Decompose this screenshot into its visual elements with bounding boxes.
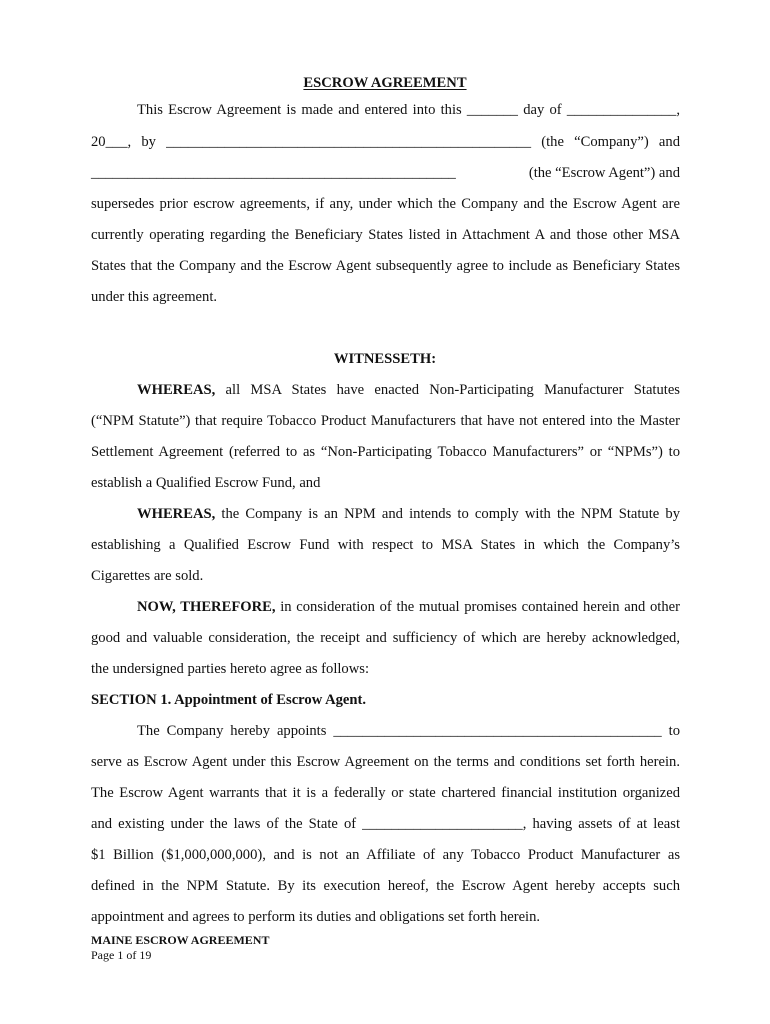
intro-line-6: States that the Company and the Escrow Agent subsequently agree to include as Beneficiary States — [91, 258, 680, 274]
section1-line-4: and existing under the laws of the State of ______________________, having assets of at least — [91, 816, 680, 832]
section1-line-7: appointment and agrees to perform its duties and obligations set forth herein. — [91, 909, 541, 925]
footer-document-name: MAINE ESCROW AGREEMENT — [91, 933, 270, 947]
whereas2-lead: WHEREAS, — [137, 506, 216, 522]
intro-line-2: 20___, by __________________________________________________ (the “Company”) and — [91, 134, 680, 150]
document-title: ESCROW AGREEMENT — [303, 75, 467, 91]
witnesseth-heading: WITNESSETH: — [333, 351, 437, 367]
whereas2-line-1-rest: the Company is an NPM and intends to comply with the NPM Statute by — [215, 506, 680, 522]
whereas1-line-3: Settlement Agreement (referred to as “Non-Participating Tobacco Manufacturers” or “NPMs”) to — [91, 444, 680, 460]
whereas2-line-2: establishing a Qualified Escrow Fund with respect to MSA States in which the Company’s — [91, 537, 680, 553]
footer-page-number: Page 1 of 19 — [91, 948, 152, 962]
intro-line-1: This Escrow Agreement is made and entered into this _______ day of _______________, — [137, 102, 680, 118]
whereas1-line-1 — [137, 381, 680, 399]
intro-line-5: currently operating regarding the Beneficiary States listed in Attachment A and those other MSA — [91, 227, 680, 243]
nowtherefore-line-1 — [137, 598, 680, 616]
nowtherefore-line-3: the undersigned parties hereto agree as follows: — [91, 661, 369, 677]
section1-line-2: serve as Escrow Agent under this Escrow Agreement on the terms and conditions set forth herein. — [91, 754, 680, 770]
whereas1-line-1-rest: all MSA States have enacted Non-Participating Manufacturer Statutes — [215, 382, 680, 398]
section1-line-5: $1 Billion ($1,000,000,000), and is not an Affiliate of any Tobacco Product Manufacturer as — [91, 847, 680, 863]
section1-line-1: The Company hereby appoints _____________________________________________ to — [137, 723, 680, 739]
nowtherefore-line-2: good and valuable consideration, the receipt and sufficiency of which are hereby acknowledged, — [91, 630, 680, 646]
intro-line-7: under this agreement. — [91, 289, 218, 305]
whereas1-line-4: establish a Qualified Escrow Fund, and — [91, 475, 321, 491]
whereas2-line-3: Cigarettes are sold. — [91, 568, 204, 584]
whereas2-line-1 — [137, 505, 680, 523]
section1-heading: SECTION 1. Appointment of Escrow Agent. — [91, 692, 367, 708]
intro-line-4: supersedes prior escrow agreements, if any, under which the Company and the Escrow Agent are — [91, 196, 680, 212]
intro-line-3-rest: (the “Escrow Agent”) and — [528, 165, 680, 181]
section1-line-3: The Escrow Agent warrants that it is a federally or state chartered financial institution organized — [91, 785, 680, 801]
nowtherefore-lead: NOW, THEREFORE, — [137, 599, 276, 615]
section1-line-6: defined in the NPM Statute. By its execution hereof, the Escrow Agent hereby accepts such — [91, 878, 680, 894]
whereas1-lead: WHEREAS, — [137, 382, 216, 398]
escrow-agent-name-blank: __________________________________________________ — [91, 165, 456, 181]
intro-line-3 — [91, 164, 680, 182]
nowtherefore-line-1-rest: in consideration of the mutual promises contained herein and other — [275, 599, 680, 615]
whereas1-line-2: (“NPM Statute”) that require Tobacco Product Manufacturers that have not entered into the Master — [91, 413, 680, 429]
